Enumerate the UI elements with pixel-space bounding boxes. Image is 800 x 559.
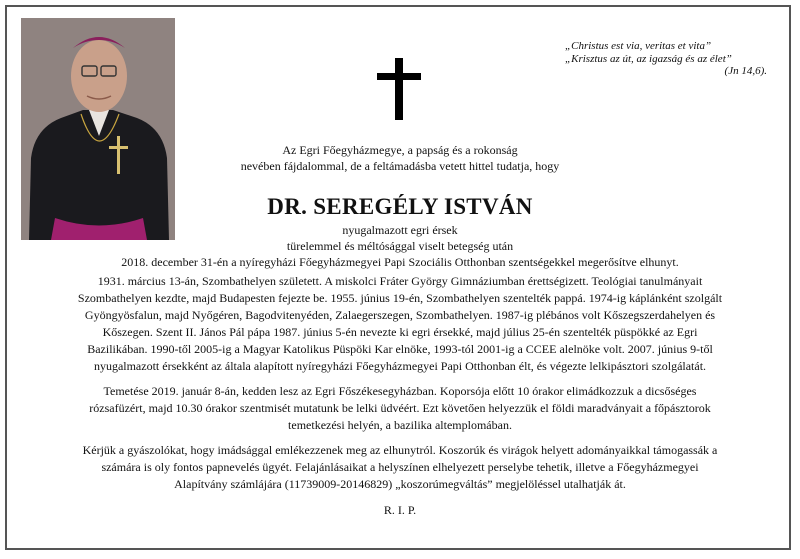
bible-quote bbox=[565, 40, 775, 78]
funeral-line: rózsafüzért, majd 10.30 órakor szentmisét mutatunk be lelki üdvéért. Ezt követően helyezzük el földi maradványait a főpásztorok bbox=[89, 401, 711, 415]
quote-hungarian: „Krisztus az út, az igazság és az élet” bbox=[565, 52, 732, 65]
biography-line: Szombathelyen kezdte, majd Budapesten fejezte be. 1955. június 19-én, Szombathelyen szentelték pappá. 1974-ig káplánként szolgált bbox=[77, 291, 723, 305]
funeral-paragraph bbox=[28, 383, 772, 434]
quote-reference: (Jn 14,6). bbox=[724, 65, 767, 77]
intro-line-2: nevében fájdalommal, de a feltámadásba vetett hittel tudatja, hogy bbox=[240, 159, 560, 173]
archbishop-portrait-image bbox=[21, 18, 175, 240]
request-line: számára is oly fontos papnevelés ügyét. Felajánlásaikat a helyszínen elhelyezett perselybe tehetik, illetve a Főegyházmegyei bbox=[101, 460, 699, 474]
request-paragraph bbox=[28, 442, 772, 493]
biography-line: Bazilikában. 1990-től 2005-ig a Magyar Katolikus Püspöki Kar elnöke, 1993-tól 2001-ig a CCEE alelnöke volt. 2007. június 9-től bbox=[87, 342, 713, 356]
quote-latin: „Christus est via, veritas et vita” bbox=[565, 40, 712, 52]
subtitle-illness: türelemmel és méltósággal viselt betegség után bbox=[286, 239, 514, 253]
funeral-line: temetkezési helyén, a bazilika altemplomában. bbox=[288, 418, 512, 432]
request-line: Kérjük a gyászolókat, hogy imádsággal emlékezzenek meg az elhunytról. Koszorúk és virágok helyett adományaikkal támogassák a bbox=[82, 443, 718, 457]
subtitle-death: 2018. december 31-én a nyíregyházi Főegyházmegyei Papi Szociális Otthonban szentségekkel megerősítve elhunyt. bbox=[121, 255, 679, 269]
cross-icon bbox=[377, 58, 421, 120]
deceased-name: DR. SEREGÉLY ISTVÁN bbox=[267, 194, 533, 219]
intro-line-1: Az Egri Főegyházmegye, a papság és a rokonság bbox=[282, 143, 518, 157]
subtitle bbox=[28, 222, 772, 270]
biography-line: Gyöngyösfalun, majd Nyőgéren, Bagodvitenyéden, Zalaegerszegen, Szombathelyen. 1987-ig plébános volt Kőszegszerdahelyen és bbox=[84, 308, 716, 322]
biography-line: Kőszegen. Szent II. János Pál pápa 1987. június 5-én nevezte ki egri érsekké, majd július 25-én szentelték püspökké az Egri bbox=[102, 325, 698, 339]
intro-text bbox=[180, 142, 620, 174]
biography-line: 1931. március 13-án, Szombathelyen született. A miskolci Fráter György Gimnáziumban érettségizett. Teológiai tanulmányait bbox=[97, 274, 703, 288]
biography-line: nyugalmazott érsekként az általa alapított nyíregyházi Főegyházmegyei Papi Otthonban élt, és végezte lelkipásztori szolgálatát. bbox=[93, 359, 707, 373]
funeral-line: Temetése 2019. január 8-án, kedden lesz az Egri Főszékesegyházban. Koporsója előtt 10 órakor elimádkozzuk a dicsőséges bbox=[103, 384, 697, 398]
rip-closing: R. I. P. bbox=[383, 503, 417, 517]
request-line: Alapítvány számlájára (11739009-20146829) „koszorúmegváltás” megjelöléssel utalhatják át. bbox=[174, 477, 626, 491]
subtitle-title: nyugalmazott egri érsek bbox=[342, 223, 458, 237]
biography-paragraph bbox=[28, 273, 772, 375]
portrait-photo bbox=[21, 18, 175, 240]
